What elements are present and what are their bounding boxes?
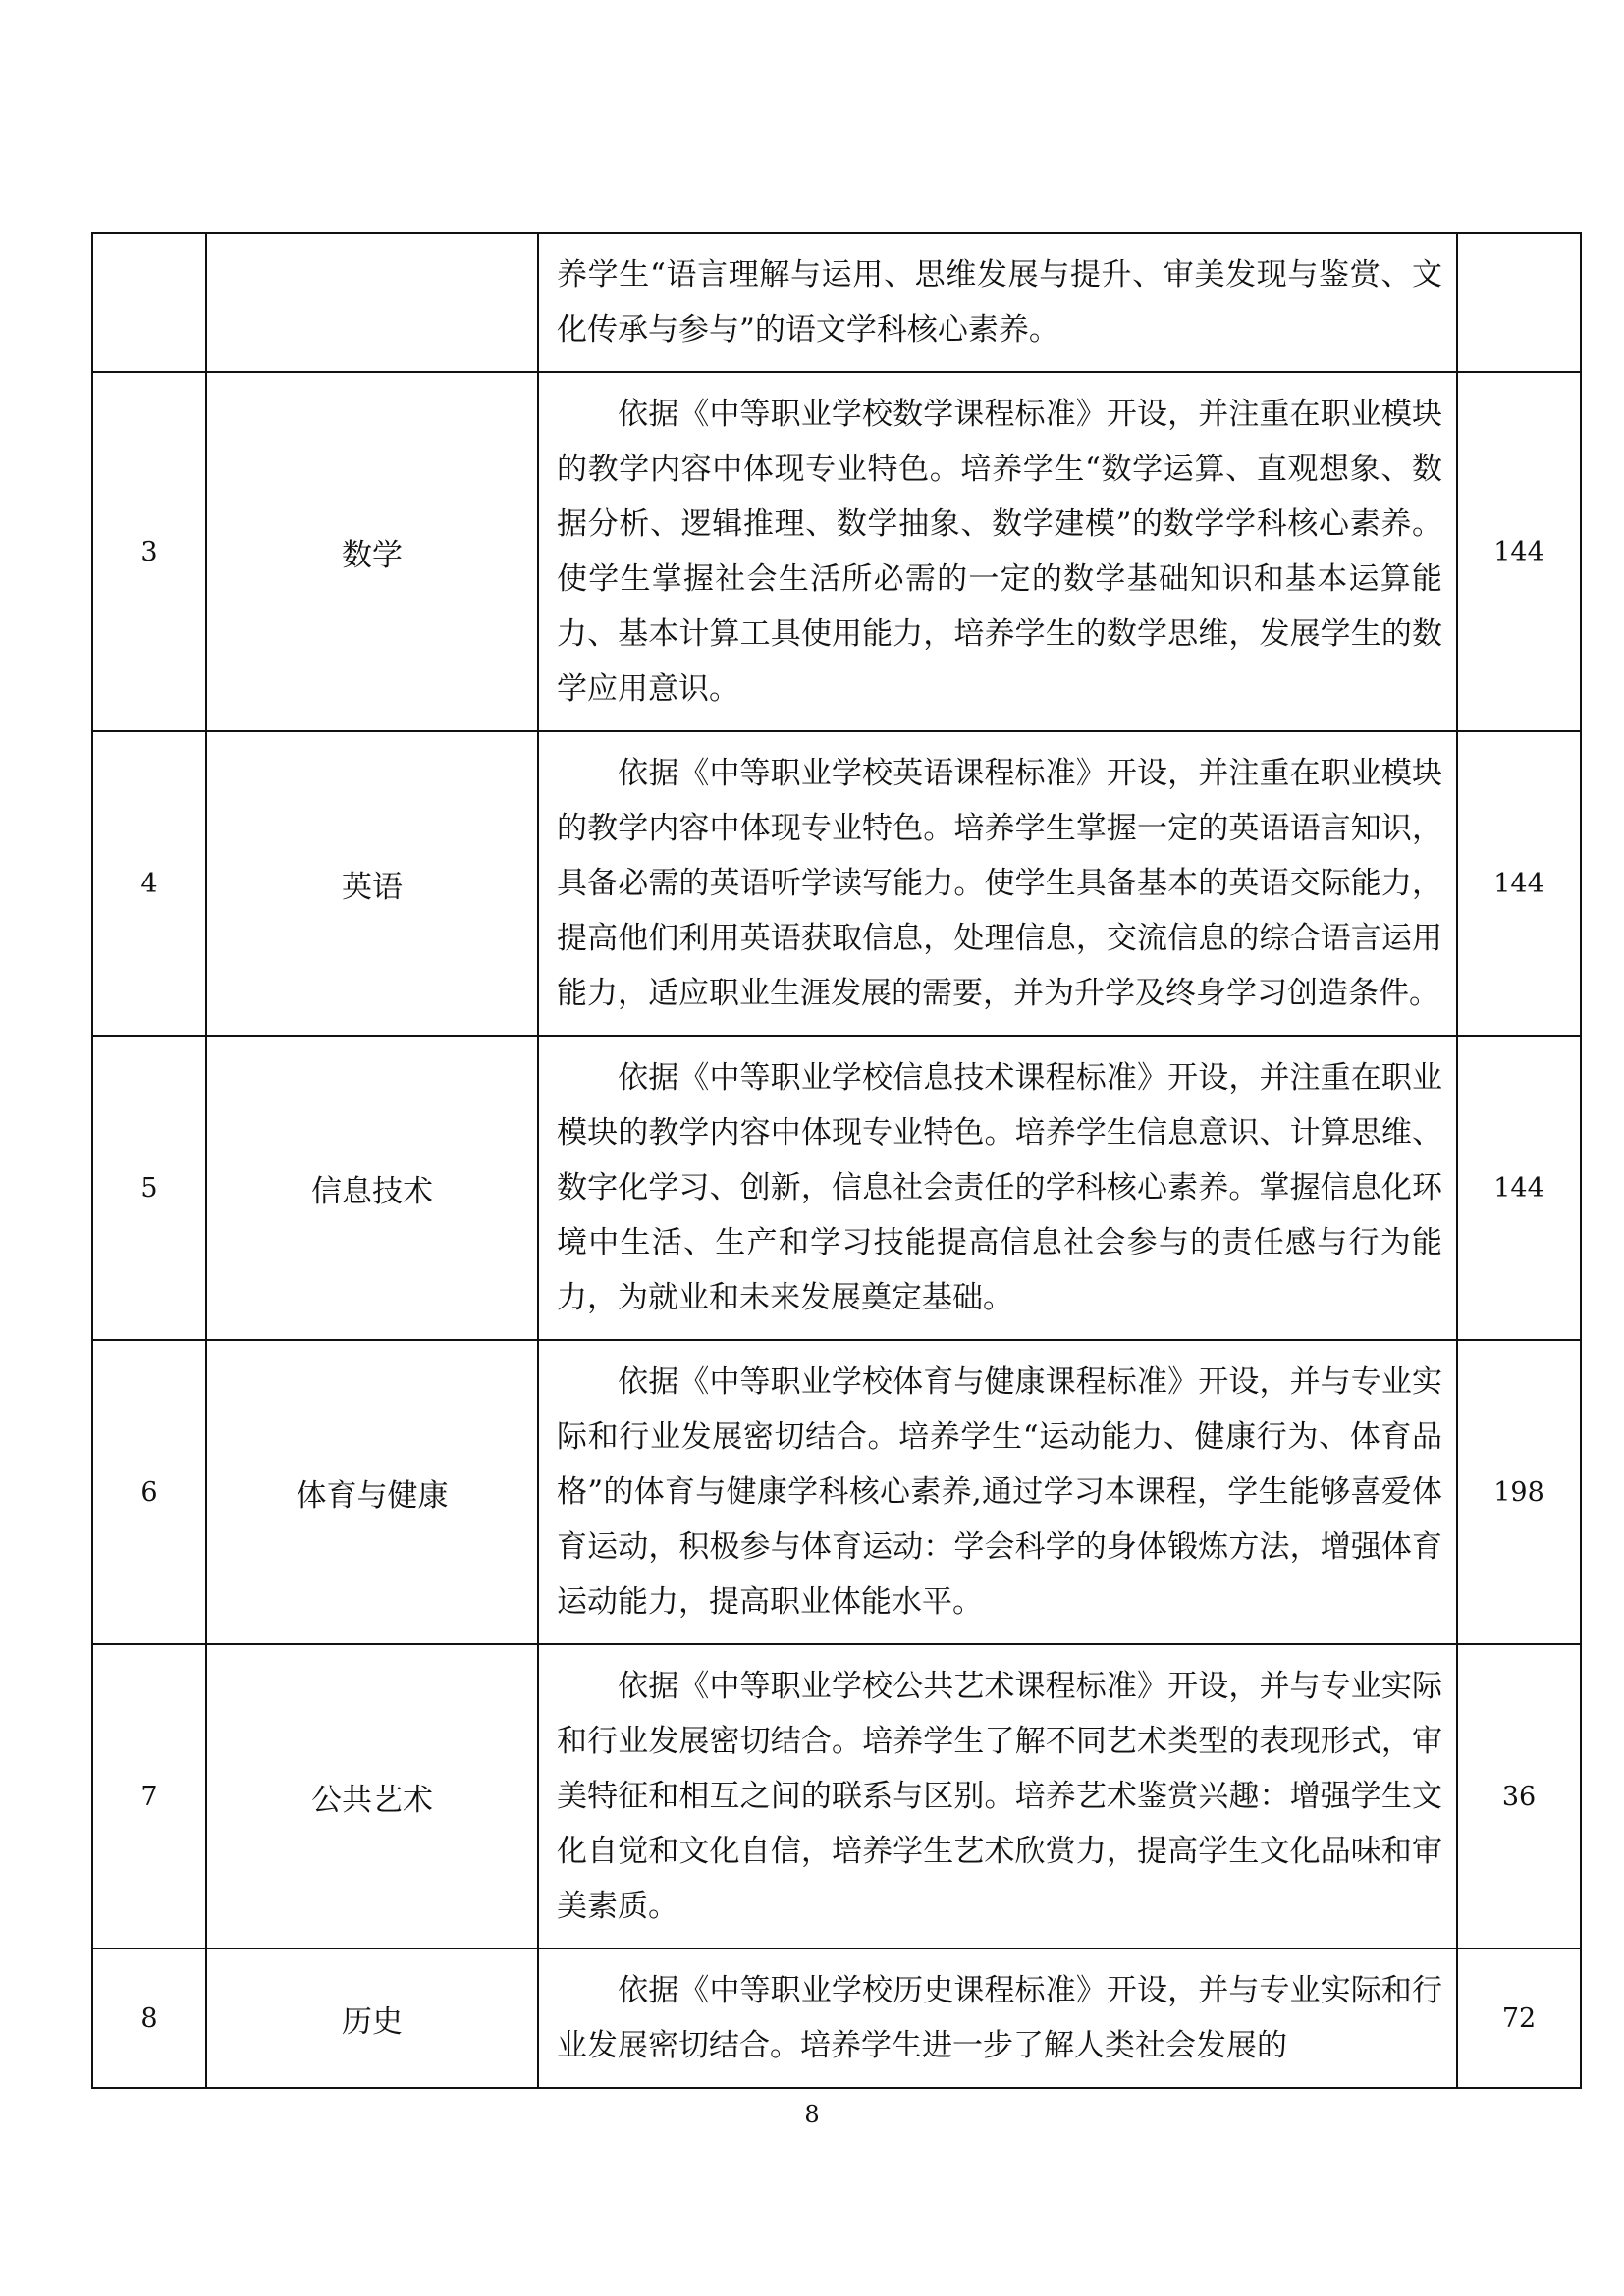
course-table bbox=[91, 232, 1582, 2089]
course-name: 英语 bbox=[206, 731, 538, 1036]
table-row bbox=[92, 731, 1581, 1036]
course-description: 依据《中等职业学校数学课程标准》开设，并注重在职业模块的教学内容中体现专业特色。培养学生“数学运算、直观想象、数据分析、逻辑推理、数学抽象、数学建模”的数学学科核心素养。使学生掌握社会生活所必需的一定的数学基础知识和基本运算能力、基本计算工具使用能力，培养学生的数学思维，发展学生的数学应用意识。 bbox=[557, 397, 1442, 707]
row-number: 5 bbox=[92, 1036, 206, 1340]
table-row bbox=[92, 1036, 1581, 1340]
course-name: 信息技术 bbox=[206, 1036, 538, 1340]
course-name: 历史 bbox=[206, 1949, 538, 2088]
course-description-cell bbox=[538, 372, 1457, 731]
table-row bbox=[92, 1340, 1581, 1644]
course-description-cell bbox=[538, 1340, 1457, 1644]
course-description-cell bbox=[538, 233, 1457, 372]
course-hours: 144 bbox=[1457, 372, 1581, 731]
row-number: 4 bbox=[92, 731, 206, 1036]
course-description: 依据《中等职业学校公共艺术课程标准》开设，并与专业实际和行业发展密切结合。培养学生了解不同艺术类型的表现形式，审美特征和相互之间的联系与区别。培养艺术鉴赏兴趣：增强学生文化自觉和文化自信，培养学生艺术欣赏力，提高学生文化品味和审美素质。 bbox=[557, 1669, 1442, 1924]
course-description-cell bbox=[538, 1949, 1457, 2088]
course-description-cell bbox=[538, 731, 1457, 1036]
row-number: 3 bbox=[92, 372, 206, 731]
row-number: 8 bbox=[92, 1949, 206, 2088]
course-hours: 72 bbox=[1457, 1949, 1581, 2088]
course-name: 公共艺术 bbox=[206, 1644, 538, 1949]
course-description-cell bbox=[538, 1036, 1457, 1340]
course-description: 依据《中等职业学校信息技术课程标准》开设，并注重在职业模块的教学内容中体现专业特色。培养学生信息意识、计算思维、数字化学习、创新，信息社会责任的学科核心素养。掌握信息化环境中生活、生产和学习技能提高信息社会参与的责任感与行为能力，为就业和未来发展奠定基础。 bbox=[557, 1060, 1442, 1315]
table-row bbox=[92, 372, 1581, 731]
course-description: 依据《中等职业学校英语课程标准》开设，并注重在职业模块的教学内容中体现专业特色。培养学生掌握一定的英语语言知识，具备必需的英语听学读写能力。使学生具备基本的英语交际能力，提高他们利用英语获取信息，处理信息，交流信息的综合语言运用能力，适应职业生涯发展的需要，并为升学及终身学习创造条件。 bbox=[557, 756, 1442, 1011]
course-description: 依据《中等职业学校体育与健康课程标准》开设，并与专业实际和行业发展密切结合。培养学生“运动能力、健康行为、体育品格”的体育与健康学科核心素养,通过学习本课程，学生能够喜爱体育运动，积极参与体育运动：学会科学的身体锻炼方法，增强体育运动能力，提高职业体能水平。 bbox=[557, 1364, 1442, 1620]
page-number: 8 bbox=[804, 2101, 820, 2128]
row-number: 6 bbox=[92, 1340, 206, 1644]
table-row bbox=[92, 1644, 1581, 1949]
course-hours bbox=[1457, 233, 1581, 372]
course-description: 依据《中等职业学校历史课程标准》开设，并与专业实际和行业发展密切结合。培养学生进一步了解人类社会发展的 bbox=[557, 1973, 1442, 2063]
course-hours: 144 bbox=[1457, 1036, 1581, 1340]
course-table-body bbox=[92, 233, 1581, 2088]
course-name: 数学 bbox=[206, 372, 538, 731]
row-number bbox=[92, 233, 206, 372]
course-hours: 36 bbox=[1457, 1644, 1581, 1949]
course-description-cell bbox=[538, 1644, 1457, 1949]
table-row bbox=[92, 1949, 1581, 2088]
course-description: 养学生“语言理解与运用、思维发展与提升、审美发现与鉴赏、文化传承与参与”的语文学科核心素养。 bbox=[557, 257, 1442, 347]
course-hours: 198 bbox=[1457, 1340, 1581, 1644]
row-number: 7 bbox=[92, 1644, 206, 1949]
course-name bbox=[206, 233, 538, 372]
table-row bbox=[92, 233, 1581, 372]
course-hours: 144 bbox=[1457, 731, 1581, 1036]
course-name: 体育与健康 bbox=[206, 1340, 538, 1644]
